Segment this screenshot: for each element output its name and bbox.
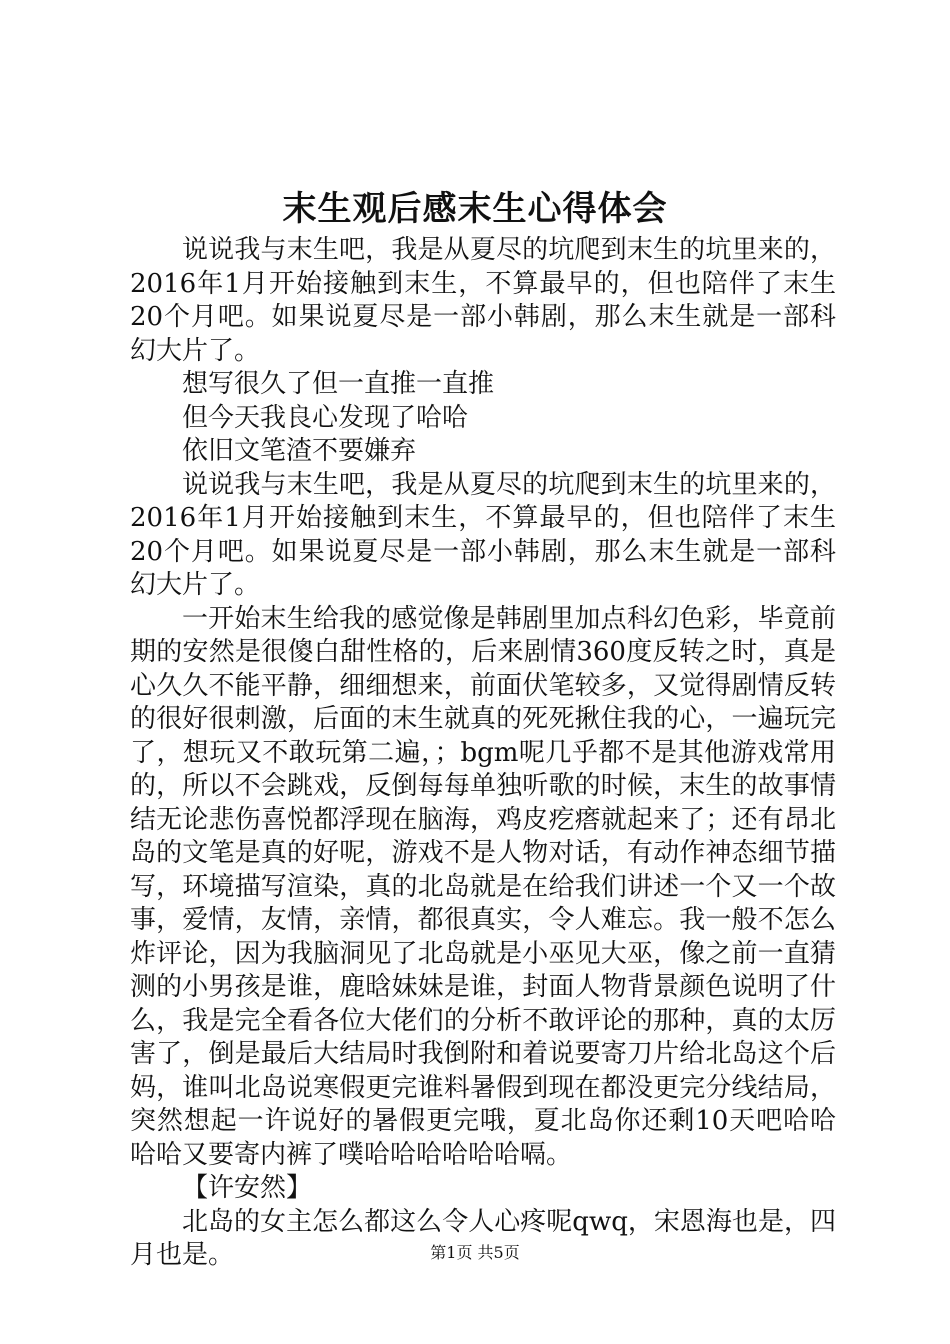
paragraph-main: 一开始末生给我的感觉像是韩剧里加点科幻色彩，毕竟前期的安然是很傻白甜性格的，后来剧情360度反转之时，真是心久久不能平静，细细想来，前面伏笔较多，又觉得剧情反转的很好很刺激，后面的末生就真的死死揪住我的心，一遍玩完了，想玩又不敢玩第二遍，；bgm呢几乎都不是其他游戏常用的，所以不会跳戏，反倒每每单独听歌的时候，末生的故事情结无论悲伤喜悦都浮现在脑海，鸡皮疙瘩就起来了；还有昂北岛的文笔是真的好呢，游戏不是人物对话，有动作神态细节描写，环境描写渲染，真的北岛就是在给我们讲述一个又一个故事，爱情，友情，亲情，都很真实，令人难忘。我一般不怎么炸评论，因为我脑洞见了北岛就是小巫见大巫，像之前一直猜测的小男孩是谁，鹿晗妹妹是谁，封面人物背景颜色说明了什么，我是完全看各位大佬们的分析不敢评论的那种，真的太厉害了，倒是最后大结局时我倒附和着说要寄刀片给北岛这个后妈，谁叫北岛说寒假更完谁料暑假到现在都没更完分线结局，突然想起一许说好的暑假更完哦，夏北岛你还剩10天吧哈哈哈哈又要寄内裤了噗哈哈哈哈哈哈嗝。 bbox=[130, 603, 836, 1170]
paragraph-closing: 北岛的女主怎么都这么令人心疼呢qwq，宋恩海也是，四月也是。 bbox=[130, 1206, 836, 1270]
paragraph-line-3: 依旧文笔渣不要嫌弃 bbox=[182, 436, 417, 466]
page-footer: 第1页 共5页 bbox=[430, 1243, 520, 1262]
section-heading: 【许安然】 bbox=[182, 1173, 313, 1203]
paragraph-intro: 说说我与末生吧，我是从夏尽的坑爬到末生的坑里来的，2016年1月开始接触到末生，不算最早的，但也陪伴了末生20个月吧。如果说夏尽是一部小韩剧，那么末生就是一部科幻大片了。 bbox=[130, 235, 836, 366]
document-title: 末生观后感末生心得体会 bbox=[282, 189, 668, 229]
paragraph-intro-repeat: 说说我与末生吧，我是从夏尽的坑爬到末生的坑里来的，2016年1月开始接触到末生，不算最早的，但也陪伴了末生20个月吧。如果说夏尽是一部小韩剧，那么末生就是一部科幻大片了。 bbox=[130, 469, 836, 600]
paragraph-line-1: 想写很久了但一直推一直推 bbox=[182, 369, 495, 399]
document-body bbox=[130, 234, 836, 1273]
paragraph-line-2: 但今天我良心发现了哈哈 bbox=[182, 402, 469, 433]
